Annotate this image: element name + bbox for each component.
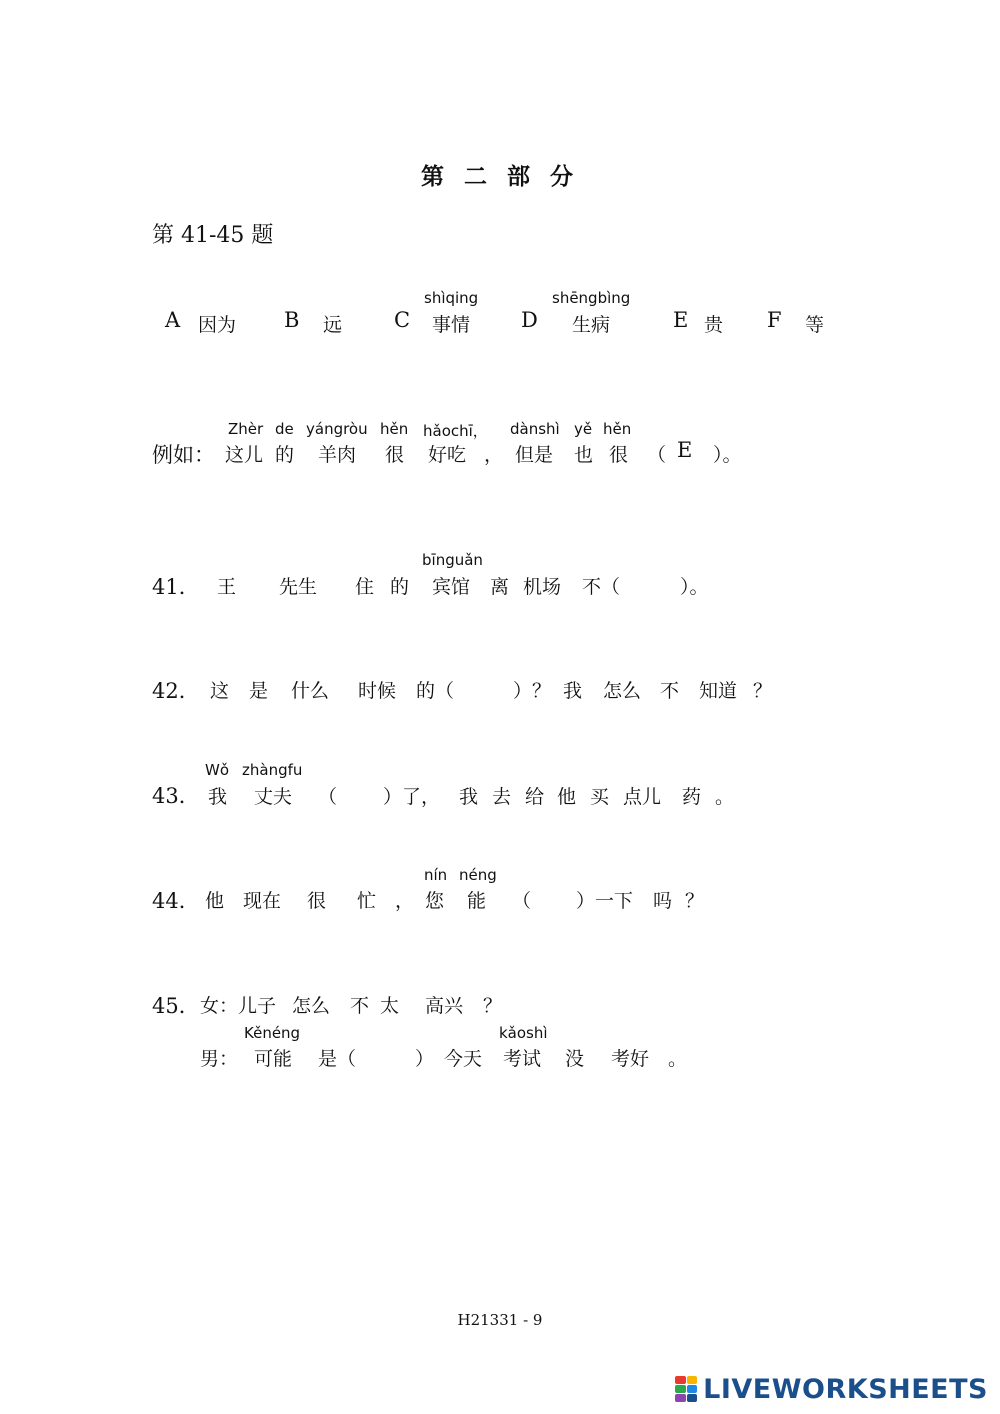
pinyin: zhàngfu bbox=[242, 761, 303, 779]
word: 怎么 bbox=[292, 995, 331, 1017]
word: 我 bbox=[459, 786, 479, 808]
example-answer: E bbox=[677, 438, 693, 462]
pinyin: dànshì bbox=[510, 420, 560, 438]
word: 考好 bbox=[611, 1048, 650, 1070]
word: 的（ bbox=[416, 680, 455, 702]
option-letter: F bbox=[767, 308, 782, 332]
pinyin: kǎoshì bbox=[499, 1024, 548, 1042]
word: 先生 bbox=[279, 576, 318, 598]
word: 离 bbox=[490, 576, 510, 598]
word: ）？ bbox=[513, 680, 552, 702]
question-number: 44． bbox=[152, 889, 200, 913]
pinyin: nín bbox=[424, 866, 448, 884]
option-word: 贵 bbox=[704, 314, 724, 336]
option-letter: A bbox=[165, 308, 181, 332]
word: 。 bbox=[715, 786, 735, 808]
pinyin: Wǒ bbox=[205, 761, 230, 779]
pinyin: de bbox=[275, 420, 294, 438]
word: 去 bbox=[492, 786, 512, 808]
word: 很 bbox=[609, 444, 629, 466]
word: 怎么 bbox=[603, 680, 642, 702]
answer-blank-44[interactable] bbox=[528, 888, 574, 912]
word: 丈夫 bbox=[254, 786, 293, 808]
answer-blank-41[interactable] bbox=[625, 574, 677, 598]
word: 药 bbox=[682, 786, 702, 808]
example-label: 例如： bbox=[152, 443, 215, 467]
liveworksheets-logo-icon bbox=[675, 1376, 697, 1402]
word: 今天 bbox=[444, 1048, 483, 1070]
word: 不 bbox=[350, 995, 370, 1017]
word: 给 bbox=[525, 786, 545, 808]
pinyin: yě bbox=[574, 420, 593, 438]
pinyin: Kěnéng bbox=[244, 1024, 301, 1042]
option-word: 事情 bbox=[432, 314, 471, 336]
word: ） bbox=[415, 1048, 435, 1070]
option-letter: B bbox=[284, 308, 300, 332]
word: 但是 bbox=[515, 444, 554, 466]
word: 的 bbox=[275, 444, 295, 466]
word: 羊肉 bbox=[318, 444, 357, 466]
word: ？ bbox=[753, 680, 773, 702]
word: 可能 bbox=[254, 1048, 293, 1070]
word: 现在 bbox=[243, 890, 282, 912]
word: 时候 bbox=[358, 680, 397, 702]
word: 他 bbox=[557, 786, 577, 808]
section-heading: 第 41-45 题 bbox=[152, 223, 274, 248]
word: 我 bbox=[563, 680, 583, 702]
word: 买 bbox=[590, 786, 610, 808]
pinyin: Zhèr bbox=[228, 420, 264, 438]
word: 的 bbox=[390, 576, 410, 598]
word: ）。 bbox=[713, 444, 742, 466]
word: 男： bbox=[200, 1048, 239, 1070]
word: 机场 bbox=[523, 576, 562, 598]
word: 我 bbox=[208, 786, 228, 808]
word: 这 bbox=[210, 680, 230, 702]
pinyin: yángròu bbox=[306, 420, 368, 438]
word: 是 bbox=[249, 680, 269, 702]
pinyin: hǎochī， bbox=[423, 422, 488, 440]
word: 忙 bbox=[357, 890, 377, 912]
logo-text: LIVEWORKSHEETS bbox=[703, 1373, 988, 1405]
question-number: 42． bbox=[152, 679, 200, 703]
question-number: 41． bbox=[152, 575, 200, 599]
word: 太 bbox=[380, 995, 400, 1017]
page-title: 第 二 部 分 bbox=[420, 163, 580, 190]
word: （ bbox=[318, 786, 338, 808]
word: 什么 bbox=[291, 680, 330, 702]
word: 是（ bbox=[318, 1048, 357, 1070]
option-pinyin: shēngbìng bbox=[552, 289, 631, 307]
option-letter: C bbox=[394, 308, 411, 332]
word: ）一下 bbox=[576, 890, 634, 912]
pinyin: néng bbox=[459, 866, 497, 884]
word: ）。 bbox=[680, 576, 709, 598]
word: 高兴 bbox=[425, 995, 464, 1017]
word: 您 bbox=[425, 890, 445, 912]
answer-blank-43[interactable] bbox=[334, 784, 380, 808]
answer-blank-42[interactable] bbox=[462, 678, 510, 702]
option-word: 因为 bbox=[198, 314, 237, 336]
word: ？ bbox=[483, 995, 503, 1017]
word: ？ bbox=[685, 890, 705, 912]
word: 考试 bbox=[503, 1048, 542, 1070]
option-word: 生病 bbox=[572, 314, 611, 336]
word: 也 bbox=[574, 444, 594, 466]
word: 宾馆 bbox=[432, 576, 471, 598]
word: ）了， bbox=[383, 786, 441, 808]
word: ， bbox=[484, 444, 504, 466]
word: 点儿 bbox=[623, 786, 662, 808]
pinyin: hěn bbox=[603, 420, 632, 438]
word: 吗 bbox=[653, 890, 673, 912]
question-number: 43． bbox=[152, 784, 200, 808]
word: 知道 bbox=[699, 680, 738, 702]
word: 很 bbox=[385, 444, 405, 466]
word: 不（ bbox=[582, 576, 621, 598]
word: 很 bbox=[307, 890, 327, 912]
word: 没 bbox=[565, 1048, 585, 1070]
word: 不 bbox=[660, 680, 680, 702]
word: 好吃 bbox=[428, 444, 467, 466]
word: （ bbox=[647, 444, 667, 466]
liveworksheets-logo bbox=[675, 1374, 988, 1404]
answer-blank-45[interactable] bbox=[364, 1046, 412, 1070]
word: ， bbox=[395, 890, 415, 912]
word: 女：儿子 bbox=[200, 995, 277, 1017]
option-letter: E bbox=[673, 308, 689, 332]
word: 这儿 bbox=[225, 444, 264, 466]
word: 他 bbox=[205, 890, 225, 912]
word: 王 bbox=[217, 576, 237, 598]
option-letter: D bbox=[521, 308, 538, 332]
option-pinyin: shìqing bbox=[424, 289, 479, 307]
option-word: 远 bbox=[323, 314, 343, 336]
word: 。 bbox=[668, 1048, 688, 1070]
pinyin: bīnguǎn bbox=[422, 551, 483, 569]
page-footer: H21331 - 9 bbox=[457, 1311, 543, 1329]
word: 能 bbox=[467, 890, 487, 912]
pinyin: hěn bbox=[380, 420, 409, 438]
word: 住 bbox=[355, 576, 375, 598]
question-number: 45． bbox=[152, 994, 200, 1018]
word: （ bbox=[512, 890, 532, 912]
option-word: 等 bbox=[805, 314, 825, 336]
